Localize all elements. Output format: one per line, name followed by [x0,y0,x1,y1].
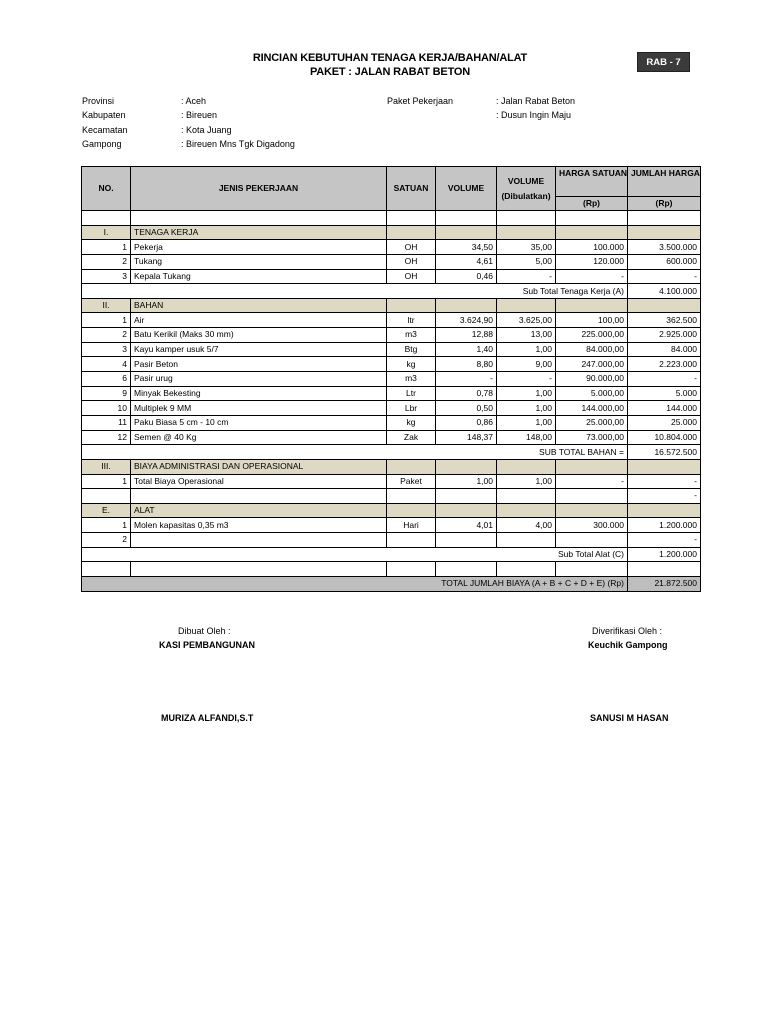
header-harga-satuan: HARGA SATUAN [556,167,628,197]
kabupaten-label: Kabupaten [82,110,126,120]
subtotal-bahan-row: SUB TOTAL BAHAN = 16.572.500 [82,445,701,460]
header-jenis: JENIS PEKERJAAN [131,167,387,211]
admin-extra-row: - [82,489,701,504]
right-signature-title: Keuchik Gampong [588,640,668,650]
lokasi-value: : Dusun Ingin Maju [496,110,572,120]
header-rp-jumlah: (Rp) [628,197,701,211]
right-signature-role: Diverifikasi Oleh : [592,626,663,636]
document-subtitle: PAKET : JALAN RABAT BETON [309,66,470,78]
header-no: NO. [82,167,131,211]
right-signature-name: SANUSI M HASAN [590,713,669,723]
left-signature-name: MURIZA ALFANDI,S.T [161,713,254,723]
subtotal-tenaga-row: Sub Total Tenaga Kerja (A) 4.100.000 [82,284,701,299]
section-row-alat: E. ALAT [82,503,701,518]
provinsi-label: Provinsi [82,96,115,106]
header-volume: VOLUME [436,167,497,211]
table-row [82,211,701,226]
bahan-row: 1 Air ltr 3.624,90 3.625,00 100,00 362.500 [82,313,701,328]
bahan-row: 6 Pasir urug m3 - - 90.000,00 - [82,372,701,387]
bahan-row: 10 Multiplek 9 MM Lbr 0,50 1,00 144.000,00 144.000 [82,401,701,416]
kabupaten-value: : Bireuen [181,110,218,120]
blank-row [82,562,701,577]
alat-row: 1 Molen kapasitas 0,35 m3 Hari 4,01 4,00 300.000 1.200.000 [82,518,701,533]
header-jumlah-harga: JUMLAH HARGA [628,167,701,197]
header-rp-harga: (Rp) [556,197,628,211]
bahan-row: 12 Semen @ 40 Kg Zak 148,37 148,00 73.000,00 10.804.000 [82,430,701,445]
bahan-row: 2 Batu Kerikil (Maks 30 mm) m3 12,88 13,00 225.000,00 2.925.000 [82,328,701,343]
tenaga-row: 3 Kepala Tukang OH 0,46 - - - [82,269,701,284]
bahan-row: 3 Kayu kamper usuk 5/7 Btg 1,40 1,00 84.000,00 84.000 [82,342,701,357]
bahan-row: 9 Minyak Bekesting Ltr 0,78 1,00 5.000,00 5.000 [82,386,701,401]
left-signature-role: Dibuat Oleh : [178,626,231,636]
kecamatan-label: Kecamatan [82,125,128,135]
section-row-tenaga: I. TENAGA KERJA [82,225,701,240]
grand-total-value: 21.872.500 [628,577,701,592]
bahan-row: 4 Pasir Beton kg 8,80 9,00 247.000,00 2.223.000 [82,357,701,372]
gampong-value: : Bireuen Mns Tgk Digadong [181,139,295,149]
tenaga-row: 2 Tukang OH 4,61 5,00 120.000 600.000 [82,254,701,269]
grand-total-row [82,577,701,592]
grand-total-label: TOTAL JUMLAH BIAYA (A + B + C + D + E) (Rp) [82,577,628,592]
admin-row: 1 Total Biaya Operasional Paket 1,00 1,00 - - [82,474,701,489]
document-title: RINCIAN KEBUTUHAN TENAGA KERJA/BAHAN/ALAT [252,52,528,64]
paket-label: Paket Pekerjaan [387,96,454,106]
kecamatan-value: : Kota Juang [181,125,232,135]
document-code-badge: RAB - 7 [637,52,690,72]
header-volume-bulat: VOLUME (Dibulatkan) [497,167,556,211]
subtotal-alat-row: Sub Total Alat (C) 1.200.000 [82,547,701,562]
section-row-bahan: II. BAHAN [82,298,701,313]
alat-row: 2 - [82,533,701,548]
paket-value: : Jalan Rabat Beton [496,96,576,106]
left-signature-title: KASI PEMBANGUNAN [159,640,256,650]
section-row-admin: III. BIAYA ADMINISTRASI DAN OPERASIONAL [82,459,701,474]
provinsi-value: : Aceh [181,96,207,106]
rab-table [81,166,701,592]
tenaga-row: 1 Pekerja OH 34,50 35,00 100.000 3.500.000 [82,240,701,255]
bahan-row: 11 Paku Biasa 5 cm - 10 cm kg 0,86 1,00 25.000,00 25.000 [82,415,701,430]
header-satuan: SATUAN [387,167,436,211]
gampong-label: Gampong [82,139,122,149]
